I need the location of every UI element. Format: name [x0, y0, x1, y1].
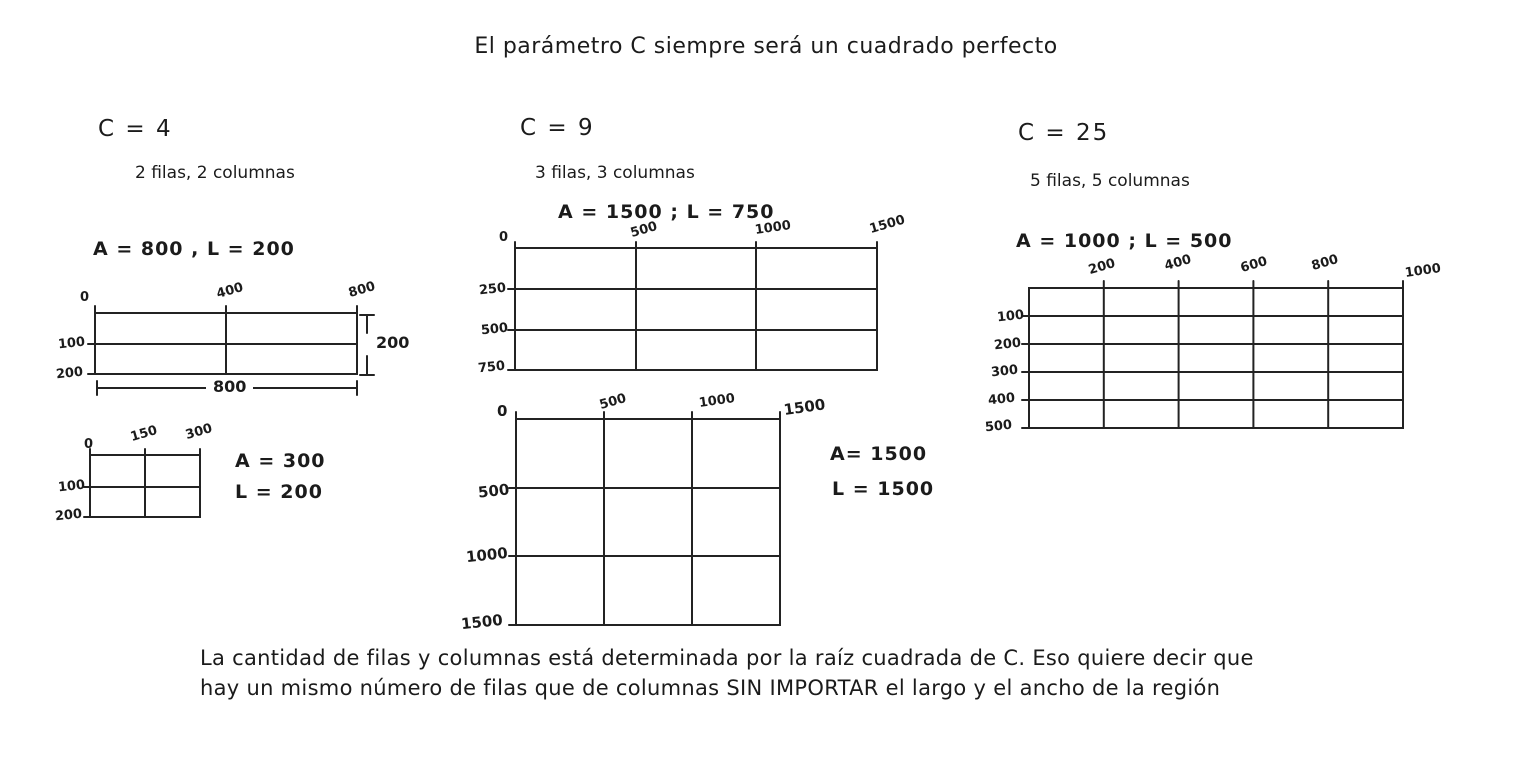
- c9-subheading: 3 filas, 3 columnas: [535, 163, 695, 183]
- tick-label: 150: [128, 423, 160, 445]
- axis-ticks: [509, 412, 780, 625]
- height-dimension-line: [360, 315, 374, 375]
- tick-label: 600: [1238, 254, 1270, 276]
- tick-label: 300: [990, 362, 1019, 381]
- tick-label: 500: [628, 219, 660, 241]
- tick-label: 500: [480, 320, 509, 339]
- grid-outline: [1029, 288, 1403, 428]
- tick-label: 750: [477, 358, 506, 377]
- c25-params: A = 1000 ; L = 500: [1016, 230, 1233, 252]
- c9-grid1-svg: [505, 240, 890, 380]
- c4-grid2-length-label: L = 200: [235, 481, 323, 503]
- tick-label: 500: [597, 391, 629, 413]
- tick-label: 400: [214, 280, 246, 302]
- tick-label: 0: [80, 290, 90, 305]
- grid-outline: [95, 313, 357, 374]
- tick-label: 0: [497, 402, 508, 420]
- axis-ticks: [1022, 281, 1403, 428]
- c9-heading: C = 9: [520, 115, 595, 141]
- tick-label: 400: [1162, 252, 1194, 274]
- tick-label: 250: [478, 280, 507, 299]
- axis-ticks: [88, 306, 357, 374]
- c4-heading: C = 4: [98, 116, 173, 142]
- tick-label: 0: [84, 437, 94, 452]
- tick-label: 1000: [753, 218, 792, 238]
- height-dimension-label: 200: [376, 333, 410, 352]
- c4-subheading: 2 filas, 2 columnas: [135, 163, 295, 183]
- tick-label: 500: [477, 480, 511, 502]
- tick-label: 800: [1309, 252, 1341, 274]
- c4-grid2-area-label: A = 300: [235, 450, 326, 472]
- tick-label: 1000: [1403, 261, 1442, 281]
- tick-label: 1500: [867, 212, 907, 237]
- grid-outline: [515, 248, 877, 370]
- grid-outline: [516, 419, 780, 625]
- c25-heading: C = 25: [1018, 120, 1110, 146]
- axis-ticks: [84, 449, 200, 517]
- c4-grid2-svg: [80, 445, 220, 530]
- tick-label: 500: [984, 417, 1013, 436]
- tick-label: 400: [987, 390, 1016, 409]
- tick-label: 100: [57, 477, 86, 496]
- c25-grid1-svg: [1019, 278, 1439, 438]
- tick-label: 200: [54, 506, 83, 525]
- tick-label: 300: [183, 421, 215, 443]
- tick-label: 200: [993, 335, 1022, 354]
- c4-params: A = 800 , L = 200: [93, 238, 295, 260]
- tick-label: 200: [55, 364, 84, 383]
- tick-label: 800: [346, 279, 378, 301]
- c9-grid2-svg: [505, 408, 795, 638]
- tick-label: 1000: [465, 543, 509, 567]
- tick-label: 1000: [697, 391, 736, 411]
- tick-label: 100: [996, 307, 1025, 326]
- page-title: El parámetro C siempre será un cuadrado perfecto: [474, 34, 1058, 59]
- grid-outline: [90, 455, 200, 517]
- c25-subheading: 5 filas, 5 columnas: [1030, 171, 1190, 191]
- tick-label: 0: [499, 230, 509, 245]
- footer-note-line2: hay un mismo número de filas que de columnas SIN IMPORTAR el largo y el ancho de la región: [200, 676, 1221, 700]
- tick-label: 100: [57, 334, 86, 353]
- c9-params: A = 1500 ; L = 750: [558, 201, 775, 223]
- footer-note-line1: La cantidad de filas y columnas está determinada por la raíz cuadrada de C. Eso quiere decir que: [200, 646, 1254, 670]
- axis-ticks: [508, 242, 877, 370]
- c9-grid2-area-label: A= 1500: [830, 443, 928, 465]
- tick-label: 200: [1086, 256, 1118, 278]
- width-dimension-label: 800: [206, 377, 253, 396]
- tick-label: 1500: [782, 395, 827, 419]
- tick-label: 1500: [460, 610, 504, 634]
- c9-grid2-length-label: L = 1500: [832, 478, 935, 500]
